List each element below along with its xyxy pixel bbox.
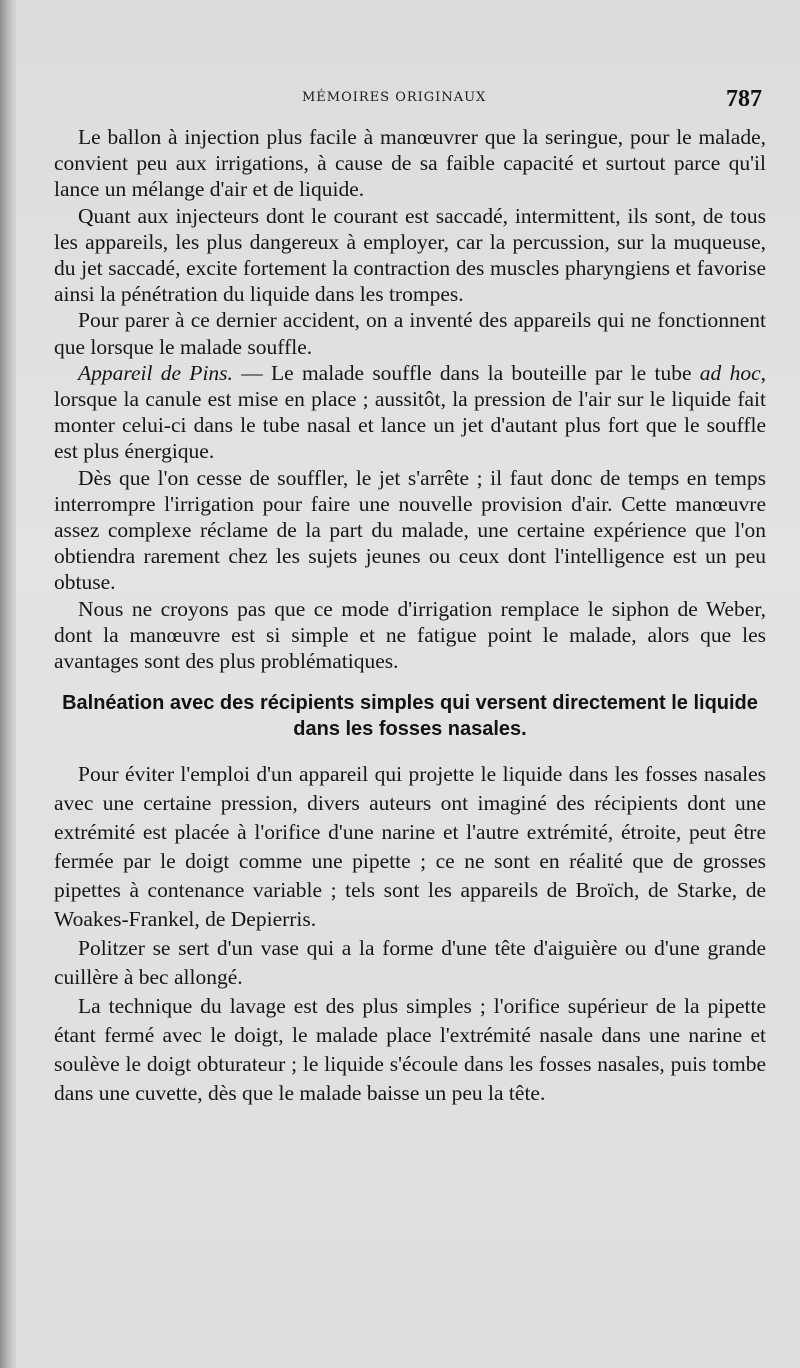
running-head: MÉMOIRES ORIGINAUX	[302, 90, 487, 105]
apparatus-title: Appareil de Pins.	[78, 360, 233, 385]
paragraph: Pour éviter l'emploi d'un appareil qui projette le liquide dans les fosses nasales avec une certaine pression, divers auteurs ont imaginé des récipients dont une extrémité est placée à l'orifice d'une narine et l'autre extrémité, étroite, peut être fermée par le doigt comme une pipette ; ce ne sont en réalité que de grosses pipettes à contenance variable ; tels sont les appareils de Broïch, de Starke, de Woakes-Frankel, de Depierris.	[54, 762, 766, 932]
latin-term: ad hoc	[699, 360, 761, 385]
section-heading: Balnéation avec des récipients simples qui versent directement le liquide dans les fosses nasales.	[62, 692, 758, 741]
page-number: 787	[726, 86, 762, 112]
book-page	[16, 0, 800, 1368]
paragraph-text: — Le malade souffle dans la bouteille par le tube	[232, 360, 700, 385]
paragraph: Nous ne croyons pas que ce mode d'irrigation remplace le siphon de Weber, dont la manœuvre est si simple et ne fatigue point le malade, alors que les avantages sont des plus problématiques.	[54, 596, 766, 674]
page-header	[76, 86, 762, 114]
paragraph: Le ballon à injection plus facile à manœuvrer que la seringue, pour le malade, convient peu aux irrigations, à cause de sa faible capacité et surtout parce qu'il lance un mélange d'air et de liquide.	[54, 125, 766, 202]
paragraph	[54, 360, 766, 465]
paragraph: Quant aux injecteurs dont le courant est saccadé, intermittent, ils sont, de tous les appareils, les plus dangereux à employer, car la percussion, sur la muqueuse, du jet saccadé, excite fortement la contraction des muscles pharyngiens et favorise ainsi la pénétration du liquide dans les trompes.	[54, 203, 766, 307]
paragraph-text: , lorsque la canule est mise en place ; aussitôt, la pression de l'air sur le liquide fait monter celui-ci dans le tube nasal et lance un jet d'autant plus fort que le souffle est plus énergique.	[54, 360, 766, 464]
paragraph: La technique du lavage est des plus simples ; l'orifice supérieur de la pipette étant fermé avec le doigt, le malade place l'extrémité nasale dans une narine et soulève le doigt obturateur ; le liquide s'écoule dans les fosses nasales, puis tombe dans une cuvette, dès que le malade baisse un peu la tête.	[54, 994, 766, 1106]
body-text	[54, 124, 766, 1108]
paragraph: Pour parer à ce dernier accident, on a inventé des appareils qui ne fonctionnent que lorsque le malade souffle.	[54, 308, 766, 359]
section-body	[54, 760, 766, 1108]
paragraph: Politzer se sert d'un vase qui a la forme d'une tête d'aiguière ou d'une grande cuillère à bec allongé.	[54, 936, 766, 990]
paragraph: Dès que l'on cesse de souffler, le jet s'arrête ; il faut donc de temps en temps interrompre l'irrigation pour faire une nouvelle provision d'air. Cette manœuvre assez complexe réclame de la part du malade, une certaine expérience que l'on obtiendra rarement chez les sujets jeunes ou ceux dont l'intelligence est un peu obtuse.	[54, 465, 766, 595]
